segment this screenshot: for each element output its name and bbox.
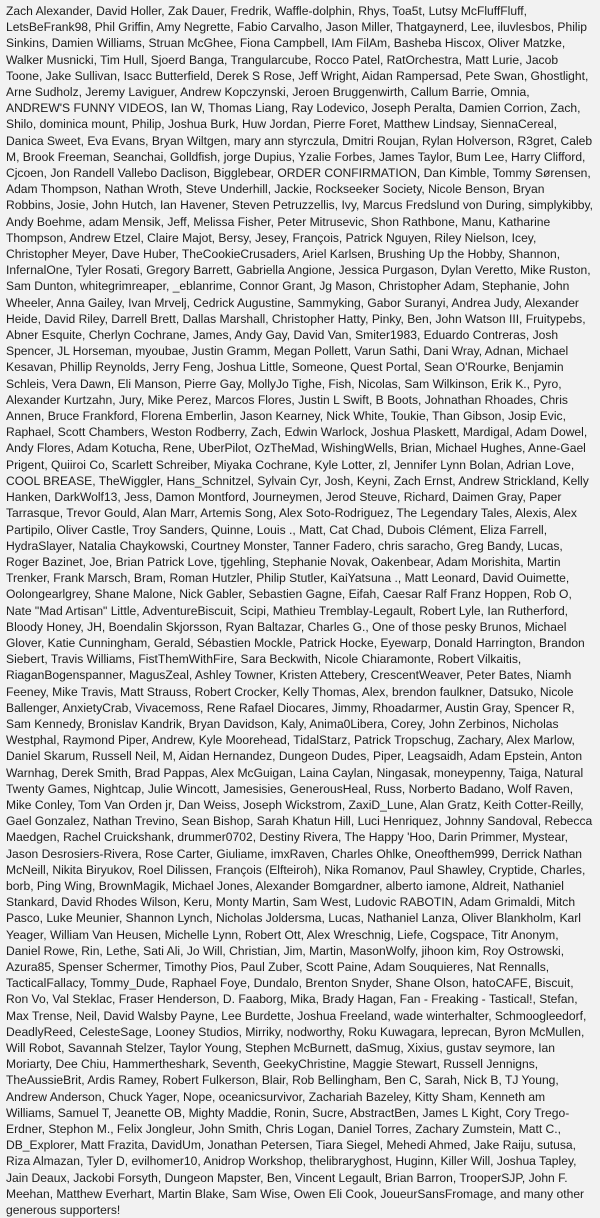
- supporters-list: Zach Alexander, David Holler, Zak Dauer, Fredrik, Waffle-dolphin, Rhys, Toa5t, Lutsy McFluffFluff, LetsBeFrank98, Phil Griffin, Amy Negrette, Fabio Carvalho, Jason Miller, Thatgaynerd, Lee, iluvlesbos, Philip Sinkins, Damien Williams, Struan McGhee, Fiona Campbell, IAm FilAm, Basheba Hiscox, Oliver Matzke, Walker Musnicki, Tim Hull, Sjoerd Banga, Trangularcube, Rocco Patel, RatOrchestra, Matt Lurie, Jacob Toone, Jake Sullivan, Isacc Butterfield, Derek S Rose, Jeff Wright, Aidan Rampersad, Pete Swan, Ghostlight, Arne Sudholz, Jeremy Laviguer, Andrew Kopczynski, Jeroen Bruggenwirth, Callum Barrie, Omnia, ANDREW'S FUNNY VIDEOS, Ian W, Thomas Liang, Ray Lodevico, Joseph Peralta, Damien Corrion, Zach, Shilo, dominica mount, Philip, Joshua Burk, Huw Jordan, Pierre Foret, Matthew Lindsay, SiennaCereal, Danica Sweet, Eva Evans, Bryan Wiltgen, mary ann styrczula, Dmitri Roujan, Rylan Holverson, R3gret, Caleb M, Brook Freeman, Seanchai, Golldfish, jorge Dupius, Yzalie Forbes, James Taylor, Bum Lee, Harry Clifford, Cjcoen, Jon Randell Vallebo Daclison, Bigglebear, ORDER CONFIRMATION, Dan Kimble, Tommy Sørensen, Adam Thompson, Nathan Wroth, Steve Underhill, Jackie, Rockseeker Society, Nicole Benson, Bryan Robbins, Josie, John Hutch, Ian Havener, Steven Petruzzellis, Ivy, Marcus Fredslund von During, simplykibby, Andy Boehme, adam Mensik, Jeff, Melissa Fisher, Peter Mitrusevic, Shon Rathbone, Manu, Katharine Thompson, Andrew Etzel, Claire Majot, Bersy, Jesey, François, Patrick Nguyen, Riley Nielson, Icey, Christopher Meyer, Dave Huber, TheCookieCrusaders, Ariel Karlsen, Brushing Up the Hobby, Shannon, InfernalOne, Tyler Rosati, Gregory Barrett, Gabriella Angione, Jessica Purgason, Dylan Veretto, Mike Ruston, Sam Dunton, whitegrimreaper, _eblanrime, Connor Grant, Jg Mason, Christopher Adam, Stephanie, John Wheeler, Anna Gailey, Ivan Mrvelj, Cedrick Augustine, Sammyking, Gabor Suranyi, Andrea Judy, Alexander Heide, David Riley, Darrell Brett, Dallas Marshall, Christopher Hatty, Pinky, Ben, John Watson III, Fruitypebs, Abner Esquite, Cherlyn Cochrane, James, Andy Gay, David Van, Smiter1983, Eduardo Contreras, Josh Spencer, JL Horseman, myoubae, Justin Gramm, Megan Pollett, Varun Sathi, Dani Wray, Adnan, Michael Kesavan, Phillip Reynolds, Jerry Feng, Joshua Little, Someone, Quest Portal, Sean O'Rourke, Benjamin Schleis, Vera Dawn, Eli Manson, Pierre Gay, MollyJo Tighe, Fish, Nicolas, Sam Wilkinson, Erik K., Pyro, Alexander Kurtzahn, Jury, Mike Perez, Marcos Flores, Justin L Swift, B Boots, Johnathan Rhoades, Chris Annen, Bruce Frankford, Florena Emberlin, Jason Kearney, Nick White, Toukie, Than Gibson, Josip Evic, Raphael, Scott Chambers, Weston Rodberry, Zach, Edwin Warlock, Joshua Plaskett, Mardigal, Adam Dowel, Andy Flores, Adam Kotucha, Rene, UberPilot, OzTheMad, WishingWells, Brian, Michael Hughes, Anne-Gael Prigent, Quiiroi Co, Scarlett Schreiber, Miyaka Cochrane, Kyle Lotter, zl, Jennifer Lynn Bolan, Adrian Love, COOL BREASE, TheWiggler, Hans_Schnitzel, Sylvain Cyr, Josh, Keyni, Zach Ernst, Andrew Strickland, Kelly Hanken, DarkWolf13, Jess, Damon Montford, Journeymen, Jerod Steuve, Richard, Daimen Gray, Paper Tarrasque, Trevor Gould, Alan Marr, Artemis Song, Alex Soto-Rodriguez, The Legendary Tales, Alexis, Alex Partipilo, Oliver Castle, Troy Sanders, Quinne, Louis ., Matt, Cat Chad, Dubois Clément, Eliza Farrell, HydraSlayer, Natalia Chaykowski, Courtney Monster, Tanner Fadero, chris saracho, Greg Bandy, Lucas, Roger Bazinet, Joe, Brian Patrick Love, tjgehling, Stephanie Novak, Oakenbear, Adam Morishita, Martin Trenker, Frank Marsch, Bram, Roman Hutzler, Philip Stutler, KaiYatsuna ., Matt Leonard, David Ouimette, Oolongearlgrey, Shane Malone, Nick Gabler, Sebastien Gagne, Eifah, Caesar Ralf Franz Hoppen, Rob O, Nate "Mad Artisan" Little, AdventureBiscuit, Scipi, Mathieu Tremblay-Legault, Robert Lyle, Ian Rutherford, Bloody Honey, JH, Boendalin Skjorsson, Ryan Baltazar, Charles G., One of those pesky Brunos, Michael Glover, Katie Cunningham, Gerald, Sébastien Mockle, Patrick Hocke, Eyewarp, Donald Harrington, Brandon Siebert, Travis Williams, FistThemWithFire, Sara Beckwith, Nicole Chiaramonte, Robert Vilkaitis, RiaganBogenspanner, MagusZeal, Ashley Towner, Kristen Attebery, CrescentWeaver, Peter Bates, Niamh Feeney, Mike Travis, Matt Strauss, Robert Crocker, Kelly Thomas, Alex, brendon faulkner, Datsuko, Nicole Ballenger, AnxietyCrab, Vivacemoss, Rene Rafael Diocares, Jimmy, Rhoadarmer, Austin Gray, Spencer R, Sam Kennedy, Bronislav Kandrik, Bryan Davidson, Kaly, Anima0Libera, Corey, John Zerbinos, Nicholas Westphal, Raymond Piper, Andrew, Kyle Moorehead, TidalStarz, Patrick Tropschug, Zachary, Alex Marlow, Daniel Skarum, Russell Neil, M, Aidan Hernandez, Dungeon Dudes, Piper, Leagsaidh, Adam Epstein, Anton Warnhag, Derek Smith, Brad Pappas, Alex McGuigan, Laina Caylan, Ningasak, moneypenny, Taiga, Natural Twenty Games, Nightcap, Julie Wincott, Jamesisies, GenerousHeal, Russ, Norberto Badano, Wolf Raven, Mike Conley, Tom Van Orden jr, Dan Weiss, Joseph Wickstrom, ZaxiD_Lune, Alan Gratz, Keith Cotter-Reilly, Gael Gonzalez, Nathan Trevino, Sean Bishop, Sarah Khatun Hill, Luci Henriquez, Johnny Sandoval, Rebecca Maedgen, Rachel Cruickshank, drummer0702, Destiny Rivera, The Happy 'Hoo, Darin Primmer, Mystear, Jason Desrosiers-Rivera, Rose Carter, Giuliame, imxRaven, Charles Ohlke, Oneofthem999, Derrick Nathan McNeill, Nikita Biryukov, Roel Dilissen, François (Elfteiroh), Nika Romanov, Paul Shawley, Cryptide, Charles, borb, Ping Wing, BrownMagik, Michael Jones, Alexander Bomgardner, alberto iamone, Aldreit, Nathaniel Stankard, David Rhodes Wilson, Keru, Monty Martin, Sam West, Ludovic RABOTIN, Adam Grimaldi, Mitch Pasco, Luke Meunier, Shannon Lynch, Nicholas Joldersma, Lucas, Nathaniel Lanza, Oliver Blankholm, Karl Yeager, William Van Heusen, Michelle Lynn, Robert Ott, Alex Wreschnig, Liefe, Cogspace, Titr Anonym, Daniel Rowe, Rin, Lethe, Sati Ali, Jo Will, Christian, Jim, Martin, MasonWolfy, jihoon kim, Roy Ostrowski, Azura85, Spenser Schermer, Timothy Pios, Paul Zuber, Scott Paine, Adam Souquieres, Nat Rennalls, TacticalFallacy, Tommy_Dude, Raphael Foye, Dundalo, Brenton Snyder, Shane Olson, hatoCAFE, Biscuit, Ron Vo, Val Steklac, Fraser Henderson, D. Faaborg, Mika, Brady Hagan, Fan - Freaking - Tastical!, Stefan, Max Trense, Neil, David Walsby Payne, Lee Burdette, Joshua Freeland, wade winterhalter, Schmoogleedorf, DeadlyReed, CelesteSage, Looney Studios, Mirriky, nodworthy, Roku Kuwagara, leprecan, Byron McMullen, Will Robot, Savannah Stelzer, Taylor Young, Stephen McBurnett, daSmug, Xixius, gustav seymore, Ian Moriarty, Dee Chiu, Hammertheshark, Seventh, GeekyChristine, Maggie Stewart, Russell Jennigns, TheAussieBrit, Ardis Ramey, Robert Fulkerson, Blair, Rob Bellingham, Ben C, Sarah, Nick B, TJ Young, Andrew Anderson, Chuck Yager, Nope, oceanicsurvivor, Zachariah Bazeley, Kitty Sham, Kenneth am Williams, Samuel T, Jeanette OB, Mighty Maddie, Ronin, Sucre, AbstractBen, James L Kight, Cory Trego-Erdner, Stephon M., Felix Jongleur, John Smith, Chris Logan, Daniel Torres, Zachary Zumstein, Matt C., DB_Explorer, Matt Frazita, DavidUm, Jonathan Petersen, Tiara Siegel, Mehedi Ahmed, Jake Raiju, sutusa, Riza Almazan, Tyler D, evilhomer10, Anidrop Workshop, thelibraryghost, Huginn, Killer Will, Joshua Tapley, Jain Deaux, Jackobi Forsyth, Dungeon Mapster, Ben, Vincent Legault, Brian Barron, TrooperSJP, John F. Meehan, Matthew Everhart, Martin Blake, Sam Wise, Owen Eli Cook, JoueurSansFromage, and many other generous supporters!: [6, 4, 594, 1218]
